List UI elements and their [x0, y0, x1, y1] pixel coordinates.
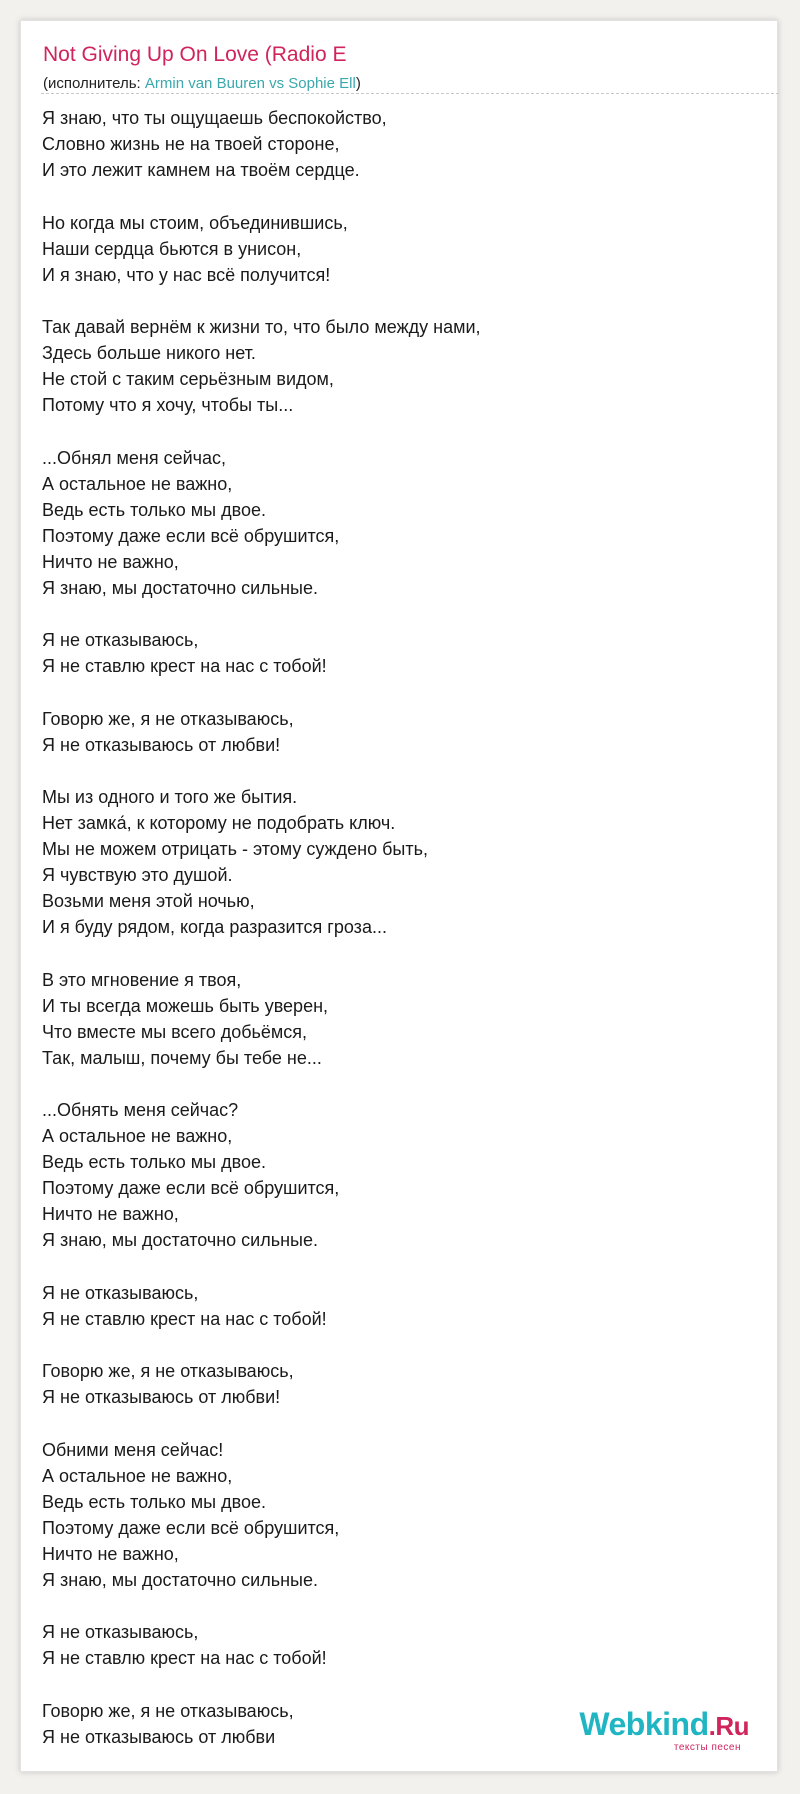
lyric-line: Ведь есть только мы двое. — [42, 1152, 266, 1172]
lyric-line: Возьми меня этой ночью, — [42, 891, 255, 911]
lyric-line: Я не отказываюсь от любви! — [42, 1387, 281, 1407]
performer-prefix: (исполнитель: — [43, 75, 145, 92]
lyric-line: Словно жизнь не на твоей стороне, — [42, 134, 340, 154]
lyrics-stanza — [42, 314, 742, 418]
lyric-line: Я не отказываюсь от любви! — [42, 734, 281, 755]
logo-tagline: тексты песен — [673, 1742, 741, 1753]
lyric-line: Обними меня сейчас! — [42, 1439, 224, 1460]
lyric-line: Я не отказываюсь, — [42, 1282, 199, 1303]
lyric-line: Говорю же, я не отказываюсь, — [42, 1361, 294, 1381]
lyrics-body — [42, 105, 742, 1776]
lyric-line: Я не ставлю крест на нас с тобой! — [42, 656, 327, 676]
lyric-line: Что вместе мы всего добьёмся, — [42, 1021, 308, 1042]
lyrics-stanza — [42, 784, 742, 940]
header-divider — [41, 93, 779, 94]
lyric-line: Потому что я хочу, чтобы ты... — [42, 395, 294, 415]
lyric-line: Наши сердца бьются в унисон, — [42, 238, 302, 259]
lyric-line: Говорю же, я не отказываюсь, — [42, 708, 294, 729]
lyric-line: ...Обнять меня сейчас? — [42, 1100, 239, 1120]
lyric-line: Я не ставлю крест на нас с тобой! — [42, 1308, 327, 1329]
logo-wordmark — [579, 1708, 749, 1742]
logo-main-text: Webkind — [579, 1706, 709, 1742]
logo-suffix: .Ru — [708, 1711, 749, 1741]
lyric-line: Я знаю, мы достаточно сильные. — [42, 1569, 319, 1590]
lyrics-stanza — [42, 1097, 742, 1253]
lyrics-stanza — [42, 706, 742, 758]
lyrics-stanza — [42, 967, 742, 1071]
lyric-line: Я знаю, что ты ощущаешь беспокойство, — [42, 108, 387, 128]
lyrics-stanza — [42, 1437, 742, 1593]
lyric-line: Здесь больше никого нет. — [42, 343, 256, 363]
lyrics-stanza — [42, 445, 742, 601]
lyric-line: Не стой с таким серьёзным видом, — [42, 369, 334, 389]
lyric-line: Мы из одного и того же бытия. — [42, 787, 298, 807]
lyric-line: Я знаю, мы достаточно сильные. — [42, 1230, 319, 1250]
lyric-line: И это лежит камнем на твоём сердце. — [42, 160, 360, 180]
lyric-line: И я знаю, что у нас всё получится! — [42, 264, 331, 285]
lyric-line: Я не ставлю крест на нас с тобой! — [42, 1648, 327, 1668]
lyric-line: Ничто не важно, — [42, 551, 179, 572]
lyric-line: Говорю же, я не отказываюсь, — [42, 1700, 294, 1721]
performer-line — [43, 75, 361, 92]
lyric-line: Нет замка́, к которому не подобрать ключ. — [42, 813, 396, 833]
lyrics-stanza — [42, 105, 742, 183]
lyric-line: И ты всегда можешь быть уверен, — [42, 995, 329, 1016]
lyric-line: Ведь есть только мы двое. — [42, 1491, 266, 1512]
lyric-line: Мы не можем отрицать - этому суждено быть, — [42, 839, 428, 859]
lyric-line: Так давай вернём к жизни то, что было между нами, — [42, 317, 481, 337]
lyric-line: ...Обнял меня сейчас, — [42, 447, 227, 468]
lyric-line: И я буду рядом, когда разразится гроза... — [42, 917, 387, 937]
artist-link[interactable]: Armin van Buuren vs Sophie Ell — [144, 75, 356, 92]
lyric-line: Я чувствую это душой. — [42, 865, 233, 885]
lyric-line: А остальное не важно, — [42, 1126, 233, 1146]
lyrics-card — [20, 20, 778, 1772]
page-title: Not Giving Up On Love (Radio E — [43, 43, 347, 66]
lyric-line: Я не отказываюсь, — [42, 1622, 199, 1642]
performer-suffix: ) — [355, 75, 361, 92]
lyric-line: Ведь есть только мы двое. — [42, 499, 266, 520]
lyrics-stanza — [42, 210, 742, 288]
lyric-line: В это мгновение я твоя, — [42, 969, 242, 990]
lyrics-stanza — [42, 627, 742, 679]
lyric-line: Ничто не важно, — [42, 1204, 179, 1224]
lyrics-stanza — [42, 1619, 742, 1671]
lyric-line: Поэтому даже если всё обрушится, — [42, 1178, 340, 1198]
lyric-line: Я не отказываюсь от любви — [42, 1726, 276, 1747]
lyric-line: А остальное не важно, — [42, 1465, 233, 1486]
lyric-line: Поэтому даже если всё обрушится, — [42, 1517, 340, 1538]
lyrics-stanza — [42, 1358, 742, 1410]
lyric-line: А остальное не важно, — [42, 473, 233, 494]
site-logo[interactable] — [579, 1708, 749, 1753]
lyric-line: Так, малыш, почему бы тебе не... — [42, 1047, 322, 1068]
lyric-line: Я не отказываюсь, — [42, 630, 199, 650]
lyric-line: Поэтому даже если всё обрушится, — [42, 525, 340, 546]
lyric-line: Ничто не важно, — [42, 1543, 179, 1564]
lyrics-stanza — [42, 1280, 742, 1332]
lyric-line: Я знаю, мы достаточно сильные. — [42, 577, 319, 598]
lyric-line: Но когда мы стоим, объединившись, — [42, 212, 348, 233]
